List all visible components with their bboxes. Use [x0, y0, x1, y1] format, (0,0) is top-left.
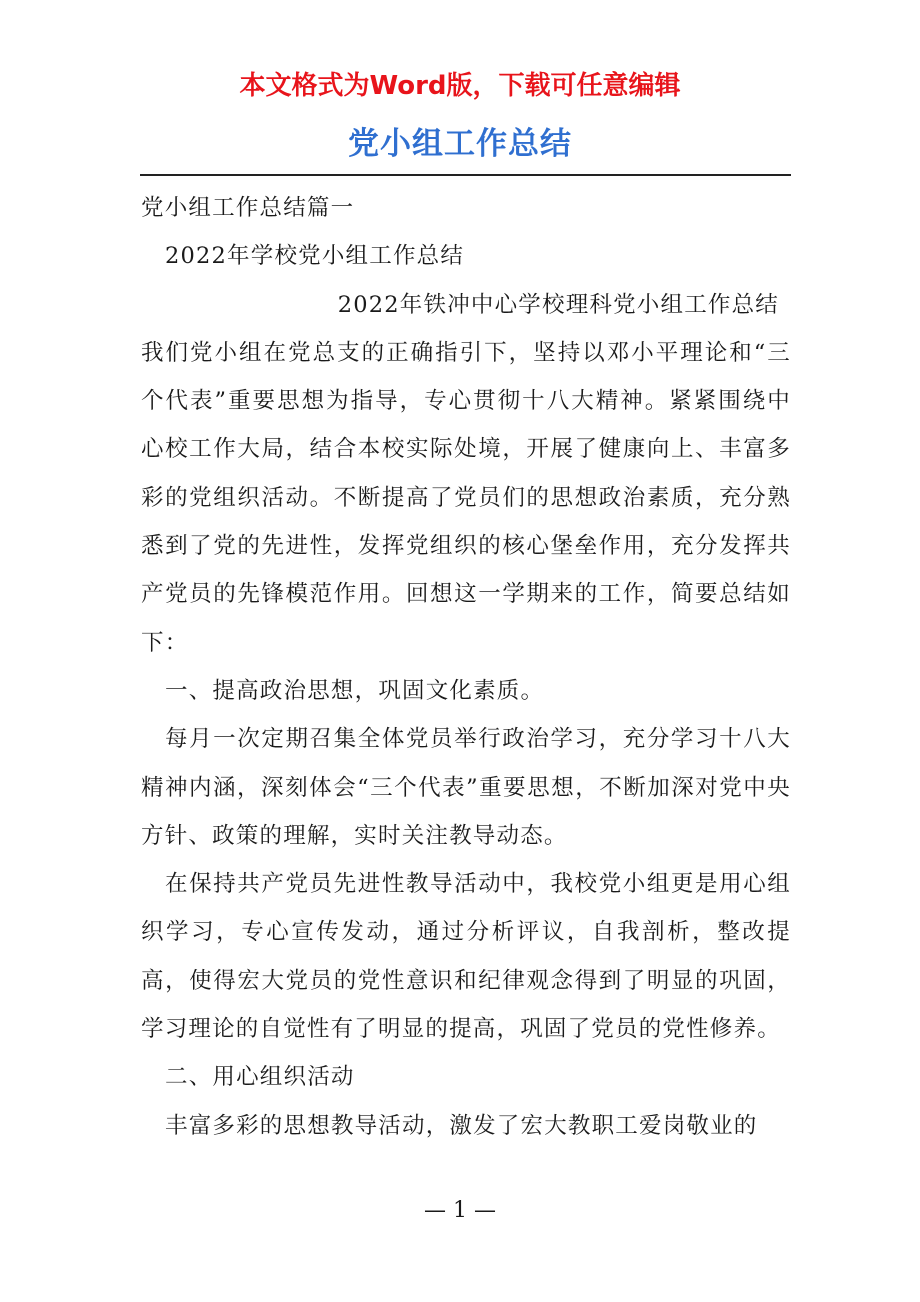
- page-number: — 1 —: [424, 1198, 496, 1223]
- intro-paragraph: 我们党小组在党总支的正确指引下，坚持以邓小平理论和“三个代表”重要思想为指导，专心贯彻十八大精神。紧紧围绕中心校工作大局，结合本校实际处境，开展了健康向上、丰富多彩的党组织活动。不断提高了党员们的思想政治素质，充分熟悉到了党的先进性，发挥党组织的核心堡垒作用，充分发挥共产党员的先锋模范作用。回想这一学期来的工作，简要总结如下：: [141, 339, 791, 656]
- title-divider: [140, 174, 791, 176]
- paragraph: 在保持共产党员先进性教导活动中，我校党小组更是用心组织学习，专心宣传发动，通过分析评议，自我剖析，整改提高，使得宏大党员的党性意识和纪律观念得到了明显的巩固，学习理论的自觉性有了明显的提高，巩固了党员的党性修养。: [141, 871, 791, 1043]
- section-heading: 党小组工作总结篇一: [141, 195, 355, 221]
- subtitle: 2022年学校党小组工作总结: [165, 243, 465, 270]
- paragraph: 每月一次定期召集全体党员举行政治学习，充分学习十八大精神内涵，深刻体会“三个代表”重要思想，不断加深对党中央方针、政策的理解，实时关注教导动态。: [141, 726, 791, 849]
- point-heading-1: 一、提高政治思想，巩固文化素质。: [165, 677, 545, 704]
- paragraph: 丰富多彩的思想教导活动，激发了宏大教职工爱岗敬业的: [165, 1112, 758, 1139]
- point-heading-2: 二、用心组织活动: [165, 1064, 355, 1091]
- document-body: [141, 184, 791, 1150]
- report-title: 2022年铁冲中心学校理科党小组工作总结: [337, 291, 779, 318]
- word-format-banner: 本文格式为Word版，下载可任意编辑: [239, 71, 681, 101]
- document-title: 党小组工作总结: [348, 126, 572, 162]
